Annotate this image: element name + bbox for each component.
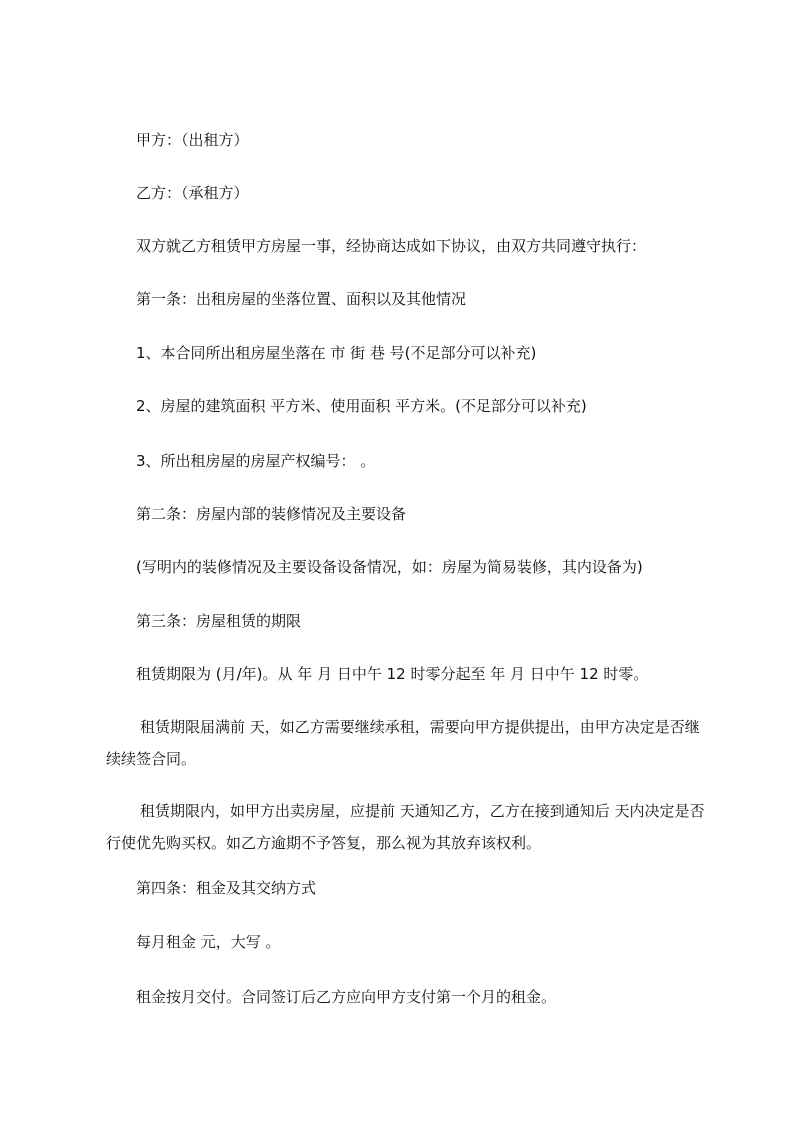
party-a-line: 甲方：（出租方）	[136, 131, 249, 149]
article-1-heading: 第一条：出租房屋的坐落位置、面积以及其他情况	[136, 290, 467, 308]
article-4-payment: 租金按月交付。合同签订后乙方应向甲方支付第一个月的租金。	[136, 988, 557, 1006]
party-b-line: 乙方：（承租方）	[136, 184, 249, 202]
article-3-renewal-paragraph: 租赁期限届满前 天，如乙方需要继续承租，需要向甲方提供提出，由甲方决定是否继续续签合同。	[106, 718, 700, 768]
article-2-heading: 第二条：房屋内部的装修情况及主要设备	[136, 505, 407, 523]
preamble-paragraph: 双方就乙方租赁甲方房屋一事，经协商达成如下协议，由双方共同遵守执行：	[136, 237, 647, 255]
article-1-item-1: 1、本合同所出租房屋坐落在 市 街 巷 号(不足部分可以补充)	[136, 344, 537, 362]
article-1-item-2: 2、房屋的建筑面积 平方米、使用面积 平方米。(不足部分可以补充)	[136, 397, 587, 415]
article-3-heading: 第三条：房屋租赁的期限	[136, 612, 302, 630]
article-1-item-3: 3、所出租房屋的房屋产权编号： 。	[136, 452, 376, 470]
article-2-note: (写明内的装修情况及主要设备设备情况，如：房屋为简易装修，其内设备为)	[136, 558, 643, 576]
article-4-heading: 第四条：租金及其交纳方式	[136, 879, 317, 897]
article-3-sale-paragraph: 租赁期限内，如甲方出卖房屋，应提前 天通知乙方，乙方在接到通知后 天内决定是否行使优先购买权。如乙方逾期不予答复，那么视为其放弃该权利。	[106, 802, 705, 852]
article-3-term: 租赁期限为 (月/年)。从 年 月 日中午 12 时零分起至 年 月 日中午 12 时零。	[136, 665, 649, 683]
article-4-rent: 每月租金 元，大写 。	[136, 933, 281, 951]
